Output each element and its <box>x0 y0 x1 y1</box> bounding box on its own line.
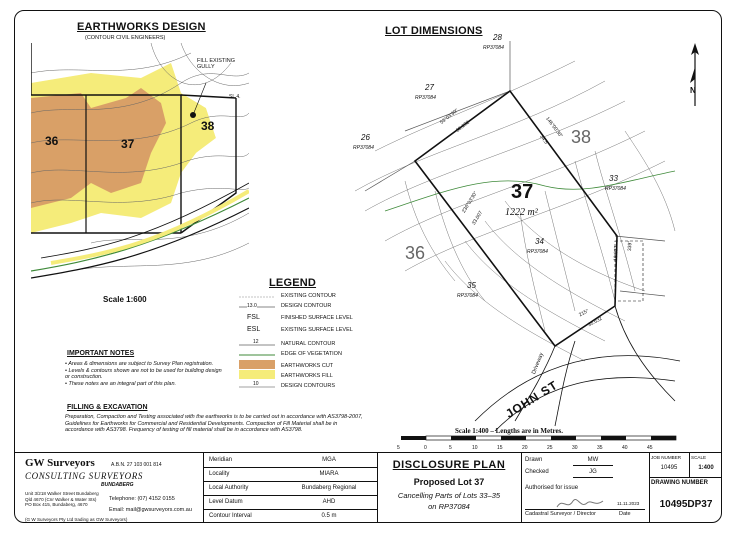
north-arrow-icon <box>685 41 705 111</box>
legend-item-existing-contour: EXISTING CONTOUR <box>281 293 336 299</box>
neighbour-28-plan: RP37084 <box>483 45 504 51</box>
proposed-lot: Proposed Lot 37 <box>413 477 485 487</box>
earthworks-map <box>31 43 249 293</box>
scale-tick: 5 <box>449 445 452 451</box>
scale-label: SCALE <box>691 455 707 460</box>
scale-bar <box>401 435 683 445</box>
bearing-e: 339° <box>627 240 634 252</box>
earthworks-title: EARTHWORKS DESIGN <box>77 21 206 33</box>
drawn-label: Drawn <box>525 457 543 463</box>
field-row: Contour Interval 0.5 m <box>209 513 337 519</box>
distance-ne: 34.5 <box>538 134 549 146</box>
driveway-label: Driveway <box>531 352 546 376</box>
plan-title: DISCLOSURE PLAN <box>392 459 506 471</box>
legend-item-vegetation: EDGE OF VEGETATION <box>281 351 342 357</box>
scale-value: 1:400 <box>698 465 714 471</box>
scale-tick: 40 <box>622 445 628 451</box>
north-label: N <box>690 86 696 95</box>
earthworks-subtitle: (CONTOUR CIVIL ENGINEERS) <box>85 35 166 41</box>
checked-label: Checked <box>525 469 549 475</box>
bearing-nw: 53°03'30" <box>439 107 460 126</box>
scale-tick: 15 <box>497 445 503 451</box>
company-block <box>15 453 204 523</box>
company-email: Email: mail@gwsurveyors.com.au <box>109 507 192 513</box>
distance-sw: 33.007 <box>471 210 485 227</box>
legend-title: LEGEND <box>269 277 317 289</box>
neighbour-27-plan: RP37084 <box>415 95 436 101</box>
neighbour-26: 26 <box>361 133 370 142</box>
job-block <box>649 453 722 523</box>
neighbour-35: 35 <box>467 281 476 290</box>
lot-37-area: 1222 m² <box>505 207 538 218</box>
distance-e: 16.622 <box>613 245 620 262</box>
cut-swatch <box>239 360 275 369</box>
note-item: • These notes are an integral part of this plan. <box>65 380 177 387</box>
drawn-value: MW <box>587 457 599 463</box>
legend-item-fsl: FSL FINISHED SURFACE LEVEL <box>247 314 353 321</box>
legend-item-design-contours: 10 DESIGN CONTOURS <box>253 381 335 389</box>
on-plan-label: on RP37084 <box>428 502 470 511</box>
scale-tick: 30 <box>572 445 578 451</box>
town-label: BUNDABERG <box>101 482 134 488</box>
neighbour-34-plan: RP37084 <box>527 249 548 255</box>
lot-scale-text: Scale 1:400 – Lengths are in Metres. <box>455 427 564 435</box>
survey-fields <box>203 453 378 523</box>
signature <box>555 493 605 513</box>
field-row: Level Datum AHD <box>203 495 377 510</box>
legend-item-design-contour: 13.0 DESIGN CONTOUR <box>247 303 332 309</box>
scale-tick: 35 <box>597 445 603 451</box>
scale-tick: 10 <box>472 445 478 451</box>
company-abn: A.B.N. 27 103 001 814 <box>111 462 162 468</box>
job-number-label: JOB NUMBER <box>651 455 682 460</box>
neighbour-27: 27 <box>425 83 434 92</box>
field-row: Local Authority Bundaberg Regional <box>203 481 377 496</box>
scale-tick: 0 <box>424 445 427 451</box>
date-value: 11.11.2023 <box>617 501 640 506</box>
company-trading: (G W Surveyors Pty Ltd trading as GW Surveyors) <box>25 517 128 522</box>
checked-value: JG <box>589 469 597 475</box>
consulting-label: CONSULTING SURVEYORS <box>25 471 143 481</box>
neighbour-33-plan: RP37084 <box>605 186 626 192</box>
neighbour-28: 28 <box>493 33 502 42</box>
important-notes-title: IMPORTANT NOTES <box>67 350 135 357</box>
legend <box>237 291 407 411</box>
important-notes <box>65 361 225 387</box>
fill-note: FILL EXISTING GULLY <box>197 58 236 70</box>
company-name: GW Surveyors <box>25 457 95 469</box>
scale-tick: 5 <box>397 445 400 451</box>
legend-item-fill: EARTHWORKS FILL <box>237 373 397 383</box>
distance-s: 35.632 <box>587 315 604 329</box>
date-label: Date <box>619 511 631 517</box>
earthworks-scale: Scale 1:600 <box>103 295 147 304</box>
title-block <box>15 452 722 523</box>
filling-title: FILLING & EXCAVATION <box>67 404 148 411</box>
ew-lot-38: 38 <box>201 119 215 133</box>
distance-nw: 38.192 <box>455 119 471 134</box>
field-row: Locality MIARA <box>203 467 377 482</box>
scale-tick: 25 <box>547 445 553 451</box>
neighbour-34: 34 <box>535 237 544 246</box>
company-address: Unit 3/218 Walker Street Bundaberg Qld 4670 (Cnr Walker & Water Sts) PO Box 415, Bundaberg, 4670 <box>25 491 99 508</box>
neighbour-36: 36 <box>405 243 426 263</box>
drawing-number: 10495DP37 <box>659 499 713 510</box>
ew-lot-36: 36 <box>45 134 59 148</box>
note-item: • Levels & contours shown are not to be used for building design or construction. <box>65 367 222 380</box>
fill-swatch <box>239 370 275 379</box>
authorised-label: Authorised for issue <box>525 485 579 491</box>
neighbour-26-plan: RP37084 <box>353 145 374 151</box>
legend-item-esl: ESL EXISTING SURFACE LEVEL <box>247 326 353 333</box>
street-label: JOHN ST <box>503 377 561 421</box>
signoff-block <box>521 453 650 523</box>
note-item: • Areas & dimensions are subject to Survey Plan registration. <box>65 361 214 367</box>
bearing-sw: 236°03'30" <box>461 190 479 215</box>
job-number: 10495 <box>660 465 678 471</box>
neighbour-35-plan: RP37084 <box>457 293 478 299</box>
scale-tick: 45 <box>647 445 653 451</box>
plan-sheet <box>14 10 722 523</box>
field-row: Meridian MGA <box>203 453 377 468</box>
scale-tick: 20 <box>522 445 528 451</box>
ew-lot-37: 37 <box>121 137 135 151</box>
sl-label: SL 4. <box>229 94 241 100</box>
neighbour-38: 38 <box>571 127 592 147</box>
drawing-number-label: DRAWING NUMBER <box>651 480 708 486</box>
legend-item-cut: EARTHWORKS CUT <box>237 363 397 373</box>
filling-notes: Preparation, Compaction and Testing associated with the earthworks is to be carried out in accordance with AS3798-2007, Guidelines for Earthworks for Commercial and Residential Developments. Compaction of Fill Material shall be in accordance with AS3798. Frequency of testing of fill material shall be in accordance with AS3798. <box>65 414 363 433</box>
bearing-s: 215° <box>578 308 590 319</box>
bearing-ne: 146°00'30" <box>544 116 564 139</box>
company-telephone: Telephone: (07) 4152 0155 <box>109 496 175 502</box>
plan-title-block <box>377 453 522 523</box>
cadastral-label: Cadastral Surveyor / Director <box>525 511 596 517</box>
legend-item-natural-contour: 12 NATURAL CONTOUR <box>253 339 336 347</box>
cancelling-label: Cancelling Parts of Lots 33–35 <box>397 491 501 500</box>
neighbour-33: 33 <box>609 174 618 183</box>
lot-37-number: 37 <box>511 181 534 203</box>
lot-dimensions-title: LOT DIMENSIONS <box>385 25 483 37</box>
